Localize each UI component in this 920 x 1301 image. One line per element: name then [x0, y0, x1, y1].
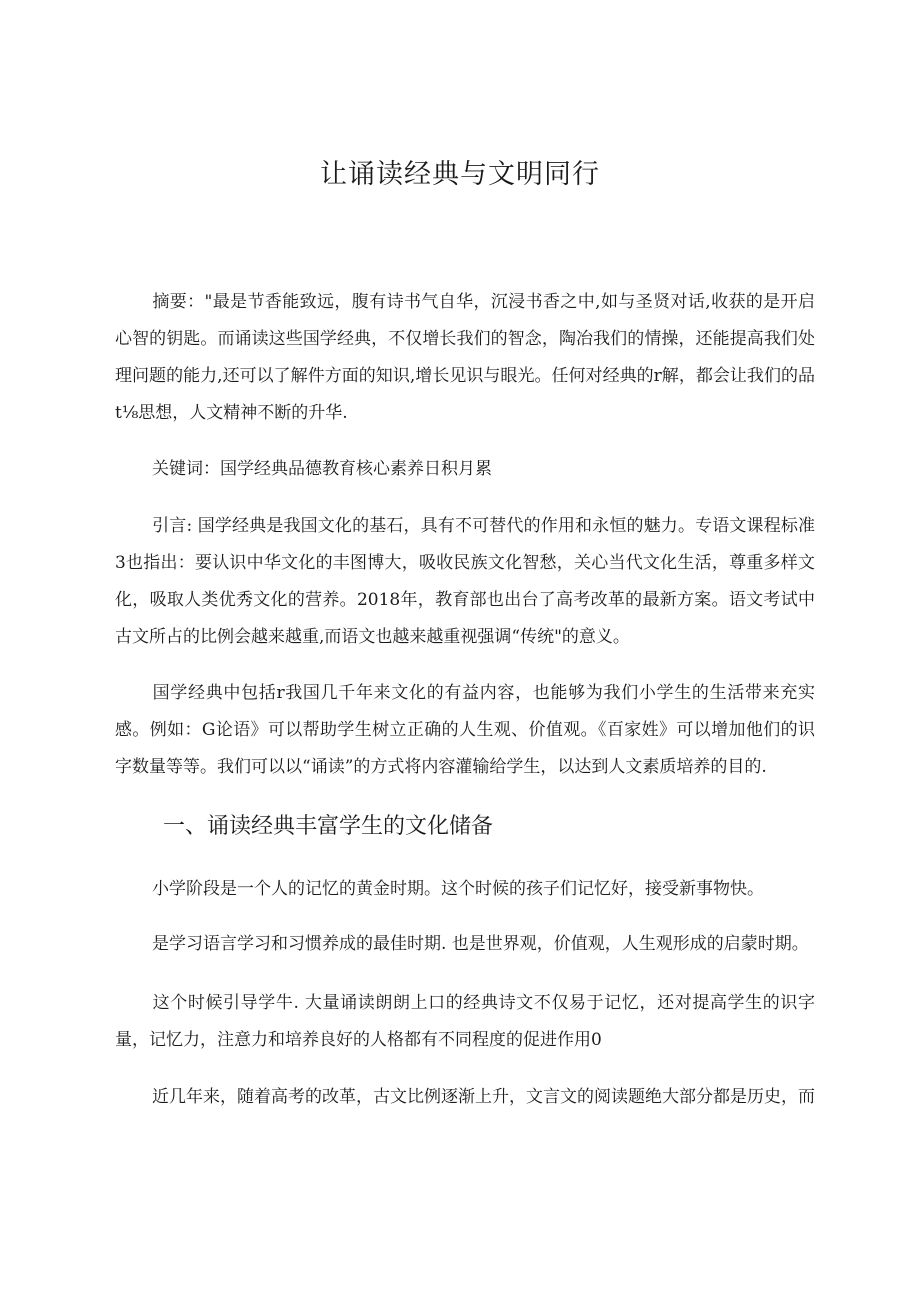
- document-title: 让诵读经典与文明同行: [320, 159, 600, 190]
- abstract-text: 摘要："最是节香能致远，腹有诗书气自华，沉浸书香之中,如与圣贤对话,收获的是开启心智的钥匙。而诵读这些国学经典，不仅增长我们的智念，陶冶我们的情操，还能提高我们处理问题的能力,还可以了解件方面的知识,增长见识与眼光。任何对经典的r解，都会让我们的品t⅛思想，人文精神不断的升华.: [115, 292, 815, 423]
- section-paragraph-2-text: 是学习语言学习和习惯养成的最佳时期. 也是世界观，价值观，人生观形成的启蒙时期。: [152, 934, 809, 954]
- section-paragraph-1: [115, 871, 815, 908]
- intro-text: 引言: 国学经典是我国文化的基石，具有不可替代的作用和永恒的魅力。专语文课程标准3也指出：要认识中华文化的丰图博大，吸收民族文化智愁，关心当代文化生活，尊重多样文化，吸取人类优秀文化的营养。2018年，教育部也出台了高考改革的最新方案。语文考试中古文所占的比例会越来越重,而语文也越来越重视强调“传统"的意义。: [115, 516, 815, 647]
- keywords-text: 关键词：国学经典品德教育核心素养日积月累: [152, 459, 492, 479]
- section-heading: 一、诵读经典丰富学生的文化储备: [163, 814, 494, 839]
- section-paragraph-4: [115, 1079, 815, 1116]
- section-paragraph-3: [115, 985, 815, 1059]
- section-paragraph-1-text: 小学阶段是一个人的记忆的黄金时期。这个时候的孩子们记忆好，接受新事物快。: [152, 879, 764, 899]
- intro2-text: 国学经典中包括r我国几千年来文化的有益内容，也能够为我们小学生的生活带来充实感。例如：G论语》可以帮助学生树立正确的人生观、价值观。《百家姓》可以增加他们的识字数量等等。我们可以以“诵读”的方式将内容灌输给学生，以达到人文素质培养的目的.: [115, 683, 815, 777]
- section-paragraph-2: [115, 926, 815, 963]
- section-paragraph-4-text: 近几年来，随着高考的改革，古文比例逐渐上升，文言文的阅读题绝大部分都是历史，而: [152, 1087, 815, 1107]
- intro-paragraph-2: [115, 675, 815, 786]
- intro-paragraph: [115, 508, 815, 656]
- section-paragraph-3-text: 这个时候引导学牛. 大量诵读朗朗上口的经典诗文不仅易于记忆，还对提高学生的识字量，记忆力，注意力和培养良好的人格都有不同程度的促进作用0: [115, 993, 815, 1050]
- keywords-paragraph: [115, 451, 815, 488]
- abstract-paragraph: [115, 284, 815, 432]
